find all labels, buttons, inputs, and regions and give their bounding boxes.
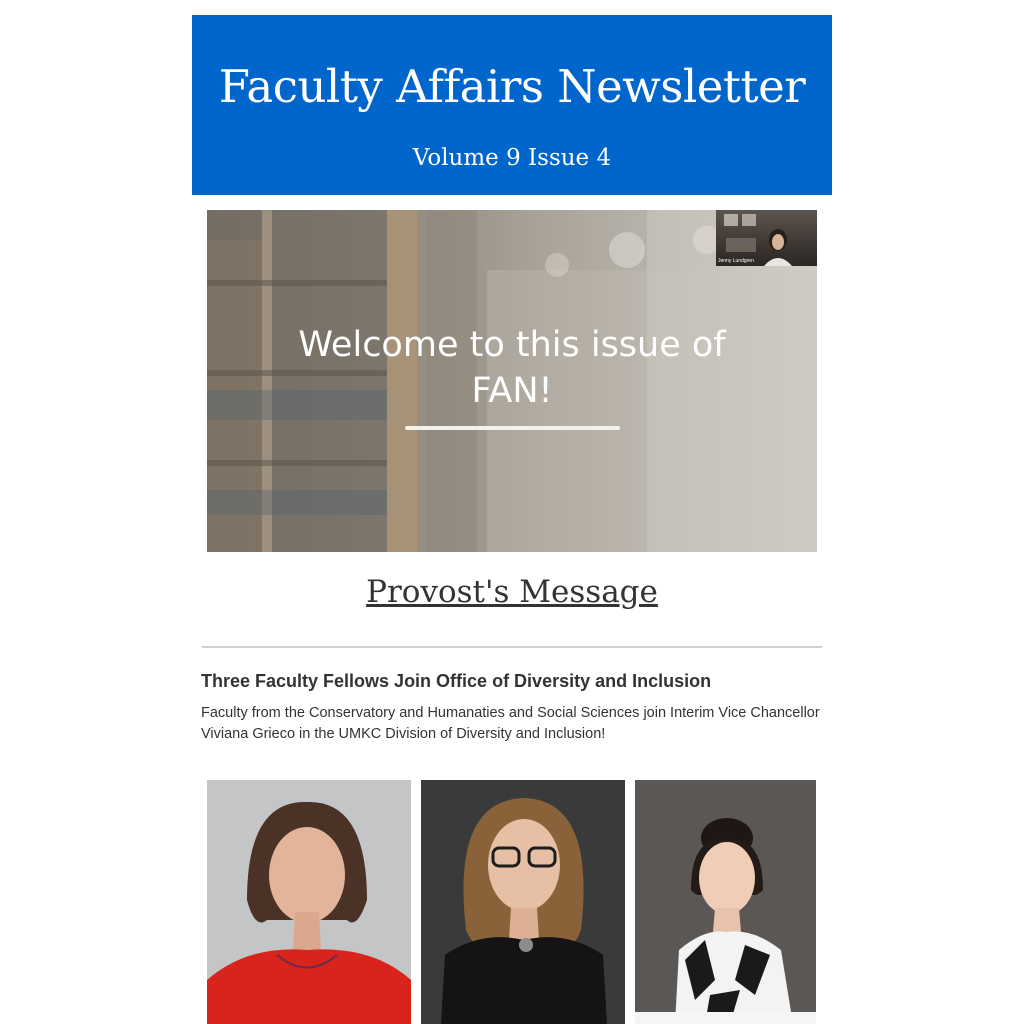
person-portrait-icon — [421, 780, 625, 1024]
person-portrait-icon — [635, 780, 816, 1024]
newsletter-masthead — [192, 15, 832, 195]
faculty-photo-3 — [635, 780, 816, 1024]
newsletter-title: Faculty Affairs Newsletter — [218, 60, 806, 113]
issue-number: Volume 9 Issue 4 — [412, 145, 612, 171]
welcome-line-1: Welcome to this issue of — [298, 325, 726, 365]
person-portrait-icon — [207, 780, 411, 1024]
presenter-video-inset — [716, 210, 817, 266]
section-divider — [202, 646, 822, 648]
welcome-line-2: FAN! — [471, 371, 553, 411]
article-heading: Three Faculty Fellows Join Office of Diversity and Inclusion — [201, 671, 712, 691]
article-body: Faculty from the Conservatory and Humanaties and Social Sciences join Interim Vice Chancellor Viviana Grieco in the UMKC Division of Diversity and Inclusion! — [201, 705, 820, 742]
presenter-name: Jenny Lundgren — [718, 258, 754, 264]
faculty-photo-2 — [421, 780, 625, 1024]
provost-message-link[interactable]: Provost's Message — [366, 574, 658, 610]
faculty-photo-1 — [207, 780, 411, 1024]
